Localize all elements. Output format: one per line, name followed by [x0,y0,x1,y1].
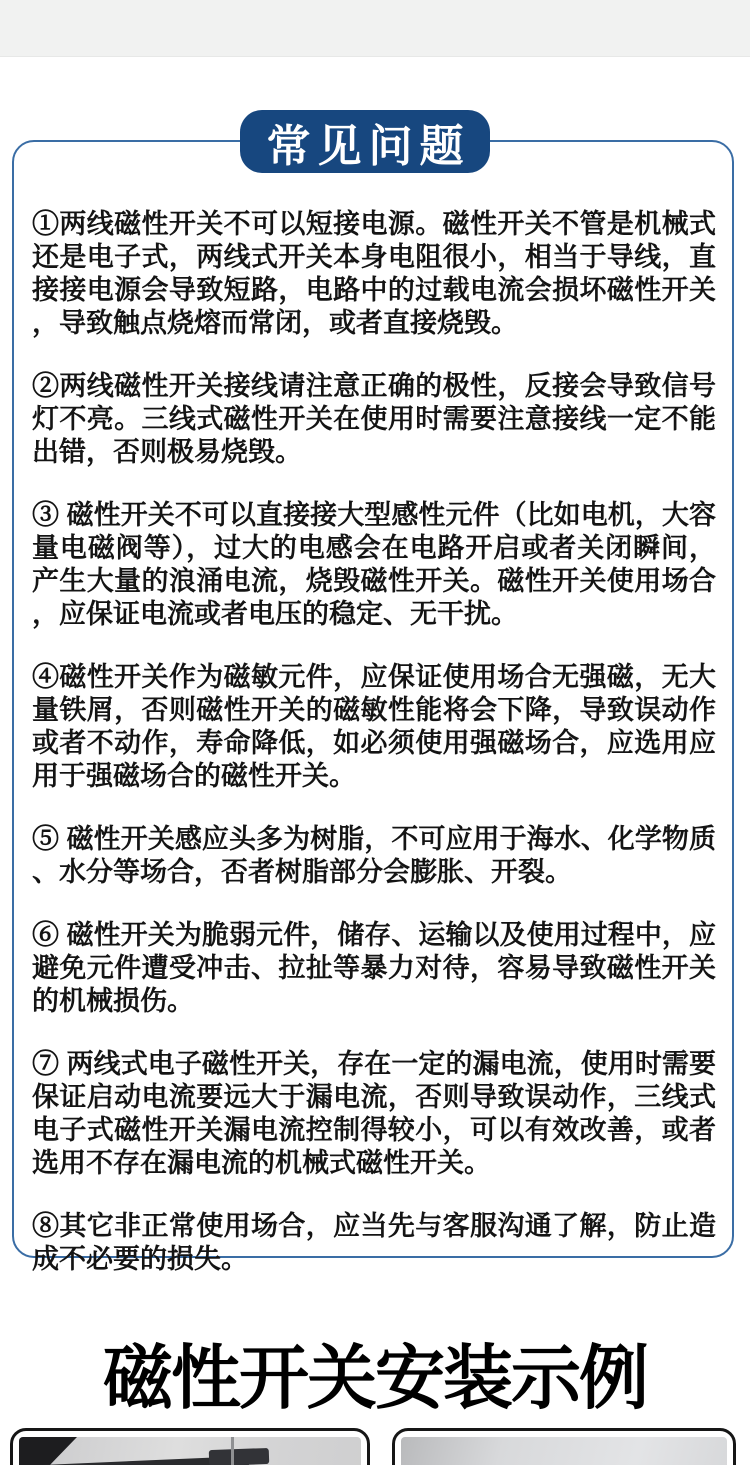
faq-item-7: ⑦ 两线式电子磁性开关，存在一定的漏电流，使用时需要保证启动电流要远大于漏电流，否则导致误动作，三线式电子式磁性开关漏电流控制得较小，可以有效改善，或者选用不存在漏电流的机械式磁性开关。 [32,1049,716,1178]
install-section-heading: 磁性开关安装示例 [103,1339,647,1417]
installation-example-photo-2 [401,1437,727,1465]
install-photo-card-left [10,1428,370,1465]
faq-item-6: ⑥ 磁性开关为脆弱元件，储存、运输以及使用过程中，应避免元件遭受冲击、拉扯等暴力对待，容易导致磁性开关的机械损伤。 [32,920,716,1016]
install-photo-card-right [392,1428,736,1465]
faq-title-badge [240,110,490,173]
photo-cylinder-block [209,1448,270,1465]
faq-title: 常见问题 [266,121,471,171]
faq-item-5: ⑤ 磁性开关感应头多为树脂，不可应用于海水、化学物质、水分等场合，否者树脂部分会膨胀、开裂。 [32,824,716,887]
photo-vertical-rod [231,1437,234,1465]
faq-item-3: ③ 磁性开关不可以直接接大型感性元件（比如电机，大容量电磁阀等），过大的电感会在电路开启或者关闭瞬间，产生大量的浪涌电流，烧毁磁性开关。磁性开关使用场合，应保证电流或者电压的稳定、无干扰。 [32,500,716,629]
faq-item-4: ④磁性开关作为磁敏元件，应保证使用场合无强磁，无大量铁屑，否则磁性开关的磁敏性能将会下降，导致误动作或者不动作，寿命降低，如必须使用强磁场合，应选用应用于强磁场合的磁性开关。 [32,662,716,791]
top-gray-band [0,0,750,57]
faq-item-1: ①两线磁性开关不可以短接电源。磁性开关不管是机械式还是电子式，两线式开关本身电阻很小，相当于导线，直接接电源会导致短路，电路中的过载电流会损坏磁性开关，导致触点烧熔而常闭，或者直接烧毁。 [32,209,716,338]
photo-dark-wedge [19,1437,77,1465]
faq-box [12,140,734,1274]
faq-item-8: ⑧其它非正常使用场合，应当先与客服沟通了解，防止造成不必要的损失。 [32,1211,716,1274]
installation-example-photo-1 [19,1437,361,1465]
faq-item-2: ②两线磁性开关接线请注意正确的极性，反接会导致信号灯不亮。三线式磁性开关在使用时需要注意接线一定不能出错，否则极易烧毁。 [32,371,716,467]
